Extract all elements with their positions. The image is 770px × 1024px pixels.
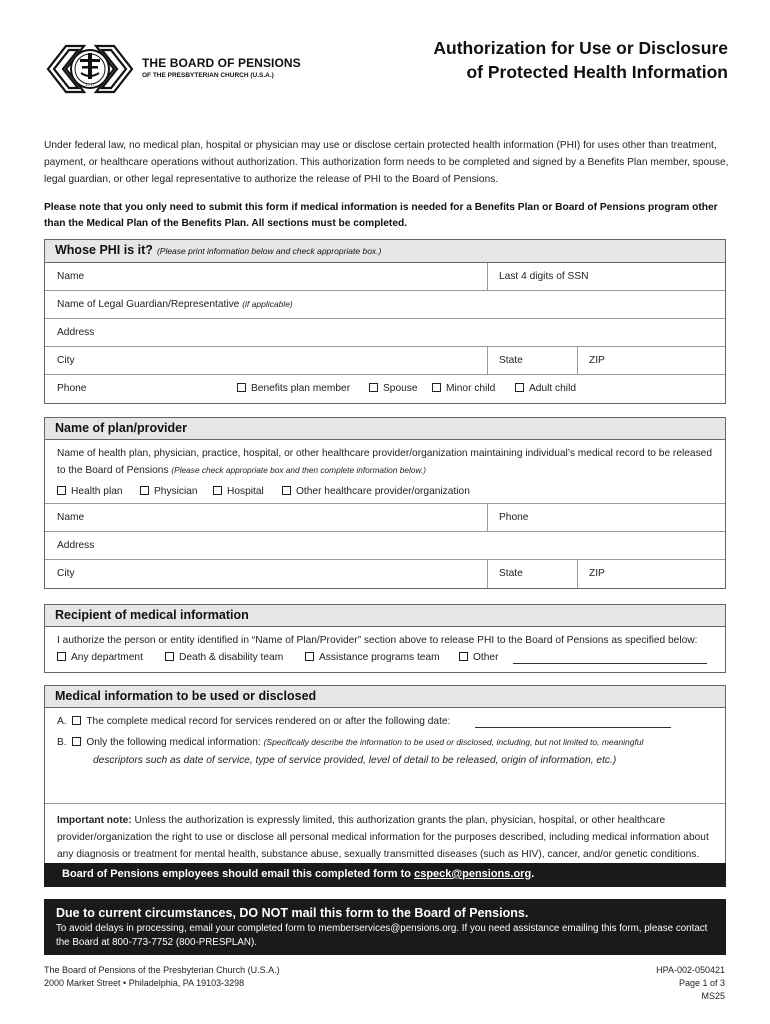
provider-address-field[interactable]: Address bbox=[57, 540, 95, 551]
row-city-state-zip bbox=[45, 347, 725, 375]
recipient-description: I authorize the person or entity identified in “Name of Plan/Provider” section above to release PHI to the Board of Pensions as specified below: bbox=[57, 635, 698, 646]
footer-street: 2000 Market Street • Philadelphia, PA 19103-3298 bbox=[44, 978, 245, 988]
row-provider-city-state-zip bbox=[45, 560, 725, 588]
form-title-line2: of Protected Health Information bbox=[466, 62, 728, 82]
form-code: HPA-002-050421 bbox=[656, 965, 725, 975]
important-note: Important note: Unless the authorization is expressly limited, this authorization grants the plan, physician, hospital, or other healthcare provider/organization the right to use or disclose all personal medical information for the purposes described, including medical information about any diagnosis or treatment for mental health, substance abuse, sexually transmitted diseases (such as HIV), cancer, and/or genetic conditions. bbox=[57, 815, 709, 860]
option-b[interactable]: B. Only the following medical information: (Specifically describe the information to be used or disclosed, including, but not limited to, meaningful bbox=[57, 737, 644, 748]
section-plan-provider bbox=[44, 417, 726, 589]
other-recipient-blank[interactable] bbox=[513, 654, 707, 664]
logo-name: THE BOARD OF PENSIONS bbox=[142, 56, 301, 70]
page-number: Page 1 of 3 bbox=[678, 978, 725, 988]
section-medical-information bbox=[44, 685, 726, 887]
section-title: Recipient of medical information bbox=[45, 605, 725, 627]
checkbox-other-provider[interactable]: Other healthcare provider/organization bbox=[282, 486, 470, 497]
checkbox-icon bbox=[237, 383, 246, 392]
footer-meta bbox=[656, 964, 725, 1003]
phone-field[interactable]: Phone bbox=[57, 383, 87, 394]
checkbox-icon bbox=[213, 486, 222, 495]
checkbox-icon bbox=[57, 486, 66, 495]
address-field[interactable]: Address bbox=[57, 327, 95, 338]
checkbox-benefits-plan-member[interactable]: Benefits plan member bbox=[237, 383, 350, 394]
notice-body: To avoid delays in processing, email your completed form to memberservices@pensions.org. If you need assistance emailing this form, please contact the Board at 800-773-7752 (800-PRESPLAN). bbox=[56, 923, 708, 948]
provider-phone-field[interactable]: Phone bbox=[499, 512, 529, 523]
row-address bbox=[45, 319, 725, 347]
footer-address bbox=[44, 964, 280, 990]
provider-state-field[interactable]: State bbox=[499, 568, 523, 579]
row-name-ssn bbox=[45, 263, 725, 291]
checkbox-spouse[interactable]: Spouse bbox=[369, 383, 418, 394]
footer-org: The Board of Pensions of the Presbyterian Church (U.S.A.) bbox=[44, 965, 280, 975]
checkbox-any-department[interactable]: Any department bbox=[57, 652, 143, 663]
guardian-field[interactable]: Name of Legal Guardian/Representative (if applicable) bbox=[57, 299, 293, 310]
provider-zip-field[interactable]: ZIP bbox=[589, 568, 605, 579]
form-title bbox=[433, 36, 728, 84]
do-not-mail-notice bbox=[44, 899, 726, 955]
page-header bbox=[44, 34, 730, 104]
form-title-line1: Authorization for Use or Disclosure bbox=[433, 38, 728, 58]
name-field[interactable]: Name bbox=[57, 271, 85, 282]
checkbox-icon bbox=[140, 486, 149, 495]
option-a[interactable]: A. The complete medical record for services rendered on or after the following date: bbox=[57, 716, 451, 727]
row-guardian bbox=[45, 291, 725, 319]
section-title: Name of plan/provider bbox=[45, 418, 725, 440]
recipient-block bbox=[45, 627, 725, 672]
city-field[interactable]: City bbox=[57, 355, 75, 366]
submission-note: Please note that you only need to submit this form if medical information is needed for a Benefits Plan or Board of Pensions program other than the Medical Plan of the Benefits Plan. All sections must be completed. bbox=[44, 202, 718, 229]
svg-text:1717: 1717 bbox=[85, 82, 95, 87]
checkbox-other-recipient[interactable]: Other bbox=[459, 652, 498, 663]
section-title: Whose PHI is it? (Please print information below and check appropriate box.) bbox=[45, 240, 725, 263]
intro-paragraph: Under federal law, no medical plan, hospital or physician may use or disclose certain protected health information (PHI) for uses other than treatment, payment, or healthcare operations without authorization. This authorization form needs to be completed and signed by a Benefits Plan member, spouse, legal guardian, or other legal representative to authorize the release of PHI to the Board of Pensions. bbox=[44, 140, 729, 185]
checkbox-adult-child[interactable]: Adult child bbox=[515, 383, 576, 394]
row-provider-address bbox=[45, 532, 725, 560]
date-blank[interactable] bbox=[475, 718, 671, 728]
row-phone-relationship bbox=[45, 375, 725, 403]
section-whose-phi bbox=[44, 239, 726, 404]
provider-city-field[interactable]: City bbox=[57, 568, 75, 579]
checkbox-icon bbox=[305, 652, 314, 661]
presbyterian-seal-icon bbox=[44, 40, 136, 98]
checkbox-icon bbox=[369, 383, 378, 392]
checkbox-icon bbox=[72, 716, 81, 725]
board-of-pensions-logo bbox=[44, 40, 344, 100]
logo-subtitle: OF THE PRESBYTERIAN CHURCH (U.S.A.) bbox=[142, 72, 274, 79]
checkbox-health-plan[interactable]: Health plan bbox=[57, 486, 123, 497]
notice-heading: Due to current circumstances, DO NOT mail this form to the Board of Pensions. bbox=[56, 906, 529, 920]
ms-code: MS25 bbox=[701, 991, 725, 1001]
provider-name-field[interactable]: Name bbox=[57, 512, 85, 523]
zip-field[interactable]: ZIP bbox=[589, 355, 605, 366]
checkbox-assistance-programs-team[interactable]: Assistance programs team bbox=[305, 652, 440, 663]
state-field[interactable]: State bbox=[499, 355, 523, 366]
checkbox-hospital[interactable]: Hospital bbox=[213, 486, 264, 497]
option-b-hint: descriptors such as date of service, type of service provided, level of detail to be released, origin of information, etc.) bbox=[93, 755, 617, 766]
section-title: Medical information to be used or disclosed bbox=[45, 686, 725, 708]
checkbox-minor-child[interactable]: Minor child bbox=[432, 383, 495, 394]
checkbox-icon bbox=[165, 652, 174, 661]
checkbox-icon bbox=[72, 737, 81, 746]
section-recipient bbox=[44, 604, 726, 673]
checkbox-icon bbox=[459, 652, 468, 661]
checkbox-icon bbox=[432, 383, 441, 392]
checkbox-death-disability-team[interactable]: Death & disability team bbox=[165, 652, 283, 663]
provider-description: Name of health plan, physician, practice, hospital, or other healthcare provider/organization maintaining individual’s medical record to be released to the Board of Pensions (Please check appropriate box and then complete information below.) bbox=[57, 448, 713, 476]
employee-email-link[interactable]: cspeck@pensions.org bbox=[414, 868, 532, 880]
checkbox-icon bbox=[515, 383, 524, 392]
employee-email-bar: Board of Pensions employees should email this completed form to cspeck@pensions.org. bbox=[44, 863, 726, 887]
checkbox-icon bbox=[282, 486, 291, 495]
provider-type-block bbox=[45, 440, 725, 504]
row-provider-name-phone bbox=[45, 504, 725, 532]
checkbox-icon bbox=[57, 652, 66, 661]
checkbox-physician[interactable]: Physician bbox=[140, 486, 198, 497]
information-options-block bbox=[45, 708, 725, 804]
ssn-field[interactable]: Last 4 digits of SSN bbox=[499, 271, 589, 282]
